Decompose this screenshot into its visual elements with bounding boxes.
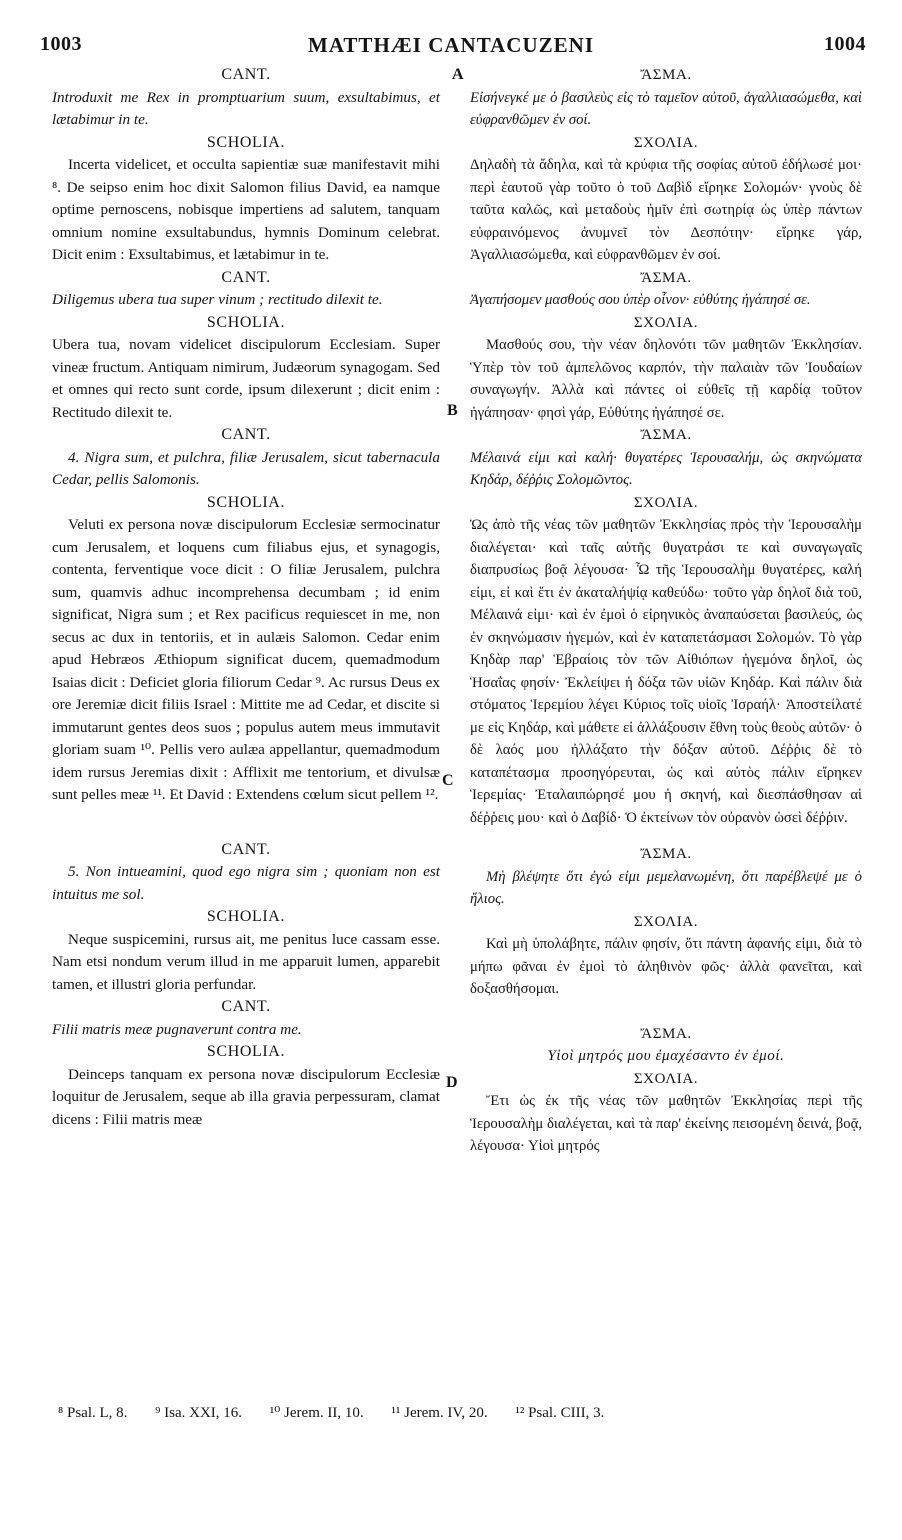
latin-column [52,64,440,1131]
margin-letter-a: A [452,66,464,83]
margin-letter-b: B [447,402,458,419]
cant-heading: CANT. [221,268,271,286]
spacer [470,829,862,843]
scholia-paragraph: Deinceps tanquam ex persona novæ discipulorum Ecclesiæ loquitur de Jerusalem, seque ab illa gravia perpessuram, clamat dicens : Filii matris meæ [52,1065,440,1128]
footnote: ¹² Psal. CIII, 3. [515,1405,605,1421]
scholia-heading: ΣΧΟΛΙΑ. [633,314,699,331]
scholia-paragraph: Δηλαδὴ τὰ ἄδηλα, καὶ τὰ κρύφια τῆς σοφίας αὐτοῦ ἐδήλωσέ μοι· περὶ ἑαυτοῦ γὰρ τοῦτο ὁ τοῦ Δαβὶδ εἴρηκε Σολομών· γνοὺς δὲ ταῦτα καλῶς, καὶ μεταδοὺς ἡμῖν ἐπὶ σωτηρίᾳ ὡς ὑπὲρ πάντων εὐφραινόμενος ἀνυμνεῖ τὸν Δεσπότην· εἴρηκε γάρ, Ἀγαλλιασώμεθα, καὶ εὐφρανθῶμεν ἐν σοί. [470,157,862,263]
scholia-paragraph: Ἔτι ὡς ἐκ τῆς νέας τῶν μαθητῶν Ἐκκλησίας περὶ τῆς Ἱερουσαλὴμ διαλέγεται, καὶ τὰ παρ' ἐκείνης πεισομένη δεινά, βοᾷ, λέγουσα· Υἱοὶ μητρός [470,1093,862,1154]
scholia-heading: ΣΧΟΛΙΑ. [633,134,699,151]
cant-verse: Filii matris meæ pugnaverunt contra me. [52,1020,302,1038]
footnote: ¹⁰ Jerem. II, 10. [269,1405,364,1421]
asma-verse: Εἰσήνεγκέ με ὁ βασιλεὺς εἰς τὸ ταμεῖον αὐτοῦ, ἀγαλλιασώμεθα, καὶ εὐφρανθῶμεν ἐν σοί. [470,89,862,128]
asma-verse: Ἀγαπήσομεν μασθούς σου ὑπὲρ οἶνον· εὐθύτης ἠγάπησέ σε. [470,292,811,308]
scholia-heading: SCHOLIA. [206,133,286,151]
page-number-right: 1004 [824,33,866,55]
asma-heading: ἌΣΜΑ. [640,269,692,286]
scholia-paragraph: Καὶ μὴ ὑπολάβητε, πάλιν φησίν, ὅτι πάντη ἀφανής εἰμι, διὰ τὸ μήπω φᾶναι ἐν ἐμοὶ τὸ ἀληθινὸν φῶς· ἀλλὰ φανεῖται, καὶ δοξασθήσομαι. [470,936,862,997]
scholia-paragraph: Incerta videlicet, et occulta sapientiæ suæ manifestavit mihi ⁸. De seipso enim hoc dixit Salomon filius David, ea namque optime pernoscens, nobisque impertiens ad salutem, tanquam omnium nomine exsultabundus, hymnis Dominum celebrat. Dicit enim : Exsultabimus, et lætabimur in te. [52,156,440,263]
running-head [0,33,902,61]
asma-verse: Μὴ βλέψητε ὅτι ἐγώ εἰμι μεμελανωμένη, ὅτι παρέβλεψέ με ὁ ἥλιος. [470,868,862,907]
cant-verse: 4. Nigra sum, et pulchra, filiæ Jerusalem, sicut tabernacula Cedar, pellis Salomonis. [52,448,440,488]
page-number-left: 1003 [40,33,82,55]
scholia-heading: ΣΧΟΛΙΑ. [633,1070,699,1087]
cant-heading: CANT. [221,840,271,858]
scholia-heading: SCHOLIA. [206,313,286,331]
scholia-heading: ΣΧΟΛΙΑ. [633,913,699,930]
footnote: ⁸ Psal. L, 8. [58,1405,128,1421]
scholia-paragraph: Ὡς ἀπὸ τῆς νέας τῶν μαθητῶν Ἐκκλησίας πρὸς τὴν Ἱερουσαλὴμ διαλέγεται· καὶ ταῖς αὐτῆς θυγατράσι τε καὶ συναγωγαῖς διαπρυσίως βοᾷ λέγουσα· Ὦ τῆς Ἱερουσαλὴμ θυγατέρες, καλή εἰμι, εἰ καὶ ἔτι ἐν ἀκαταλήψίᾳ καθεύδω· τοῦτο γὰρ δηλοῖ διὰ τοῦ, Μέλαινά εἰμι· καὶ ἐν ἐμοὶ ὁ εἰρηνικὸς ἀναπαύσεται βασιλεύς, ὡς ἐν σκηνώμασιν ἡγεμών, καὶ ἐν καταπετάσμασι Σολομών. Τὸ γὰρ Κηδὰρ παρ' Ἑβραίοις τὸν τῶν Αἰθιόπων ἡγεμόνα δηλοῖ, ὡς Ἡσαΐας φησίν· Ἐκλείψει ἡ δόξα τῶν υἱῶν Κηδάρ. Καὶ πάλιν διὰ στόματος Ἱερεμίου λέγει Κύριος τοῖς υἱοῖς Ἰσραήλ· Ἀποστείλατέ με εἰς Κηδάρ, καὶ μάθετε εἰ ἀλλάξουσιν ἔθνη τοὺς θεοὺς αὐτῶν· ὁ δὲ λαός μου ἠλλάξατο τὴν δόξαν αὐτοῦ. Δέῤῥις δὲ τὸ καταπέτασμα προσηγόρευται, ὡς καὶ αὐτὸς πάλιν εἴρηκεν Ἱερεμίας· Ἐταλαιπώρησέ μου ἡ σκηνή, καὶ διεσπάσθησαν αἱ δέῤῥεις μου· καὶ ὁ Δαβίδ· Ὁ ἐκτείνων τὸν οὐρανὸν ὡσεὶ δέῤῥιν. [470,517,862,826]
spacer [470,1001,862,1023]
cant-verse: Diligemus ubera tua super vinum ; rectitudo dilexit te. [52,291,383,308]
cant-verse: Introduxit me Rex in promptuarium suum, exsultabimus, et lætabimur in te. [52,88,440,128]
cant-heading: CANT. [221,998,271,1015]
scholia-heading: SCHOLIA. [206,908,286,925]
scholia-heading: SCHOLIA. [206,1043,286,1060]
margin-letter-c: C [442,772,454,789]
margin-letter-d: D [446,1074,458,1091]
scholia-paragraph: Veluti ex persona novæ discipulorum Ecclesiæ sermocinatur cum Jerusalem, et loquens cum filiabus ejus, et synagogis, contenta, ferventique voce dicit : O filiæ Jerusalem, pulchra sum, quamvis adhuc incomprehensa decumbam ; id enim significat, Nigra sum ; et Rex pacificus requiescet in me, non secus ac dux in tentoriis, et in aulæis Salomon. Cedar enim apud Hebræos Æthiopum significat ducem, quemadmodum Isaias dicit : Deficiet gloria filiorum Cedar ⁹. Ac rursus Deus ex ore Jeremiæ dicit filiis Israel : Mittite me ad Cedar, et discite si immutarunt gentes deos suos ; populus autem meus immutavit gloriam suam ¹⁰. Pellis vero aulæa appellantur, quemadmodum idem rursus Jeremias dixit : Afflixit me tentorium, et divulsæ sunt pelles meæ ¹¹. Et David : Extendens cœlum sicut pellem ¹². [52,516,440,803]
cant-heading: CANT. [221,426,271,443]
cant-verse: 5. Non intueamini, quod ego nigra sim ; quoniam non est intuitus me sol. [52,863,440,903]
running-title: MATTHÆI CANTACUZENI [308,33,594,57]
asma-heading: ἌΣΜΑ. [640,1025,692,1042]
asma-verse: Υἱοὶ μητρός μου ἐμαχέσαντο ἐν ἐμοί. [547,1048,785,1064]
asma-heading: ἌΣΜΑ. [640,846,692,862]
scholia-paragraph: Neque suspicemini, rursus ait, me penitus luce cassam esse. Nam etsi nondum verum illud in me apparuit lumen, apparebit tamen, et illustri gloria perfundar. [52,930,440,993]
scholia-heading: ΣΧΟΛΙΑ. [633,494,699,511]
footnote: ¹¹ Jerem. IV, 20. [391,1405,488,1421]
cant-heading: CANT. [221,66,271,83]
scholia-heading: SCHOLIA. [206,493,286,511]
asma-verse: Μέλαινά εἰμι καὶ καλή· θυγατέρες Ἱερουσαλήμ, ὡς σκηνώματα Κηδάρ, δέῤῥις Σολομῶντος. [470,449,862,488]
greek-column [470,64,862,1158]
footnotes [58,1403,888,1422]
asma-heading: ἌΣΜΑ. [640,67,692,83]
spacer [52,807,440,839]
asma-heading: ἌΣΜΑ. [640,427,692,443]
footnote: ⁹ Isa. XXI, 16. [155,1405,243,1421]
scholia-paragraph: Ubera tua, novam videlicet discipulorum Ecclesiam. Super vineæ fructum. Antiquam nimirum, Judæorum synagogam. Sed et omnes qui recto sunt corde, ipsum dilexerunt ; dicit enim : Rectitudo dilexit te. [52,336,440,421]
scholia-paragraph: Μασθούς σου, τὴν νέαν δηλονότι τῶν μαθητῶν Ἐκκλησίαν. Ὑπὲρ τὸν τοῦ ἀμπελῶνος καρπόν, τὴν παλαιὰν τῶν Ἰουδαίων συναγωγήν. Ἀλλὰ καὶ πάντες οἱ εὐθεῖς τῇ καρδίᾳ τοῦτον ἠγάπησαν· φησὶ γάρ, Εὐθύτης ἠγάπησέ σε. [470,337,862,421]
